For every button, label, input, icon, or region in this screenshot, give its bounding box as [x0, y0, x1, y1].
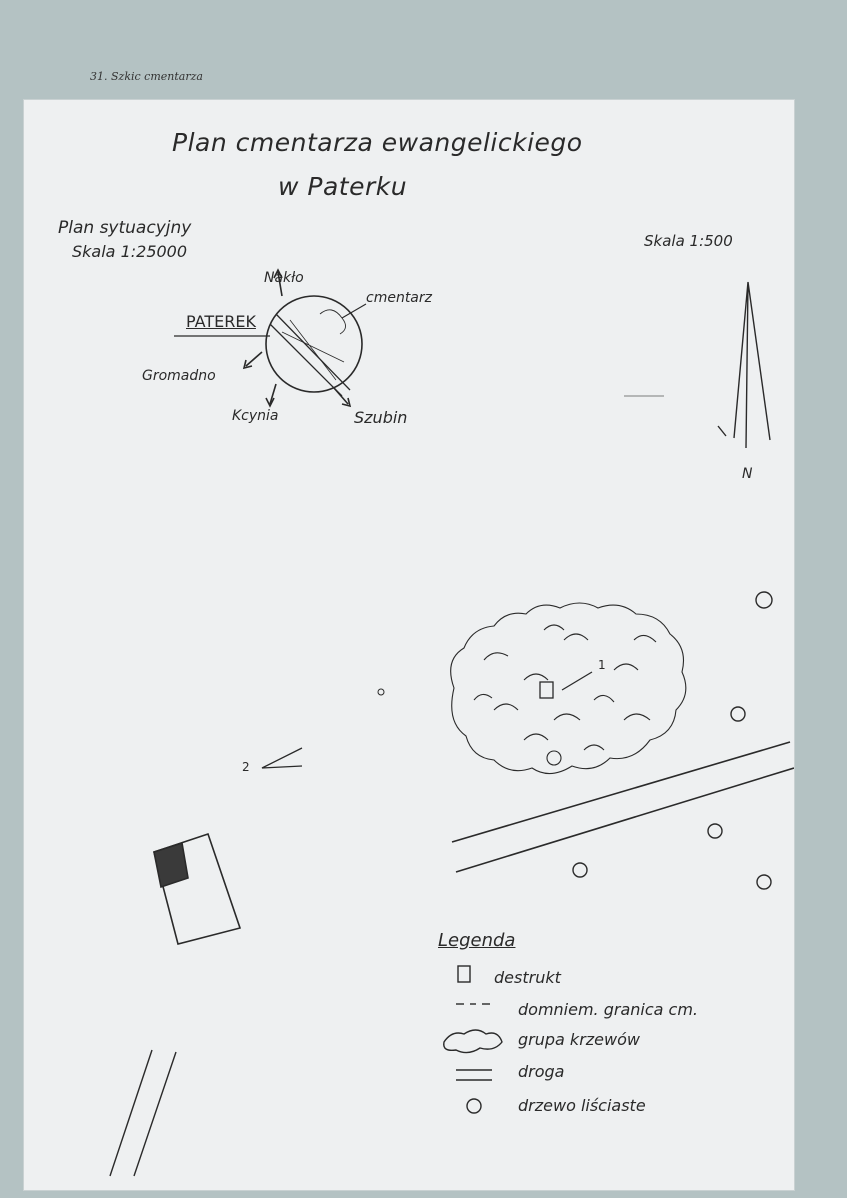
legend-square-icon	[458, 966, 470, 982]
legend-item-boundary: domniem. granica cm.	[518, 1000, 698, 1019]
tree	[573, 863, 587, 877]
situation-plan-label: Plan sytuacyjny	[58, 218, 192, 238]
tree	[731, 707, 745, 721]
north-arrow-lines	[734, 282, 770, 448]
legend-tree-icon	[467, 1099, 481, 1113]
legend-item-destrukt: destrukt	[494, 968, 561, 987]
inset-circle	[266, 296, 362, 392]
tree-inside-shrubs	[547, 751, 561, 765]
village-label: PATEREK	[186, 312, 256, 331]
cemetery-pointer	[342, 304, 366, 318]
title-line-1: Plan cmentarza ewangelickiego	[172, 128, 583, 157]
destrukt-marker	[540, 682, 553, 698]
legend-symbols	[444, 966, 502, 1113]
marker-1-label: 1	[598, 658, 606, 672]
title-line-2: w Paterku	[278, 172, 408, 201]
arrow-gromadno	[246, 352, 262, 366]
north-arrow	[718, 282, 770, 448]
marker-2-label: 2	[242, 760, 250, 774]
direction-szubin: Szubin	[354, 408, 408, 427]
direction-kcynia: Kcynia	[232, 408, 279, 424]
legend-item-tree: drzewo liściaste	[518, 1096, 646, 1115]
road-southwest	[110, 1050, 176, 1176]
tree	[756, 592, 772, 608]
trees	[378, 592, 772, 889]
north-label: N	[742, 466, 753, 482]
marker-2	[262, 748, 302, 768]
legend-item-shrubs: grupa krzewów	[518, 1030, 640, 1049]
situation-plan-inset	[174, 270, 366, 406]
road	[452, 742, 794, 872]
destrukt-building	[154, 834, 240, 944]
direction-cemetery: cmentarz	[366, 290, 432, 306]
tree	[757, 875, 771, 889]
marker-1-pointer	[562, 672, 592, 690]
tree-small	[378, 689, 384, 695]
map-sheet	[24, 100, 794, 1190]
tree	[708, 824, 722, 838]
situation-plan-scale: Skala 1:25000	[72, 242, 188, 261]
shrub-group	[451, 603, 686, 774]
arrow-szubin	[334, 388, 348, 404]
inset-cemetery-shape	[320, 310, 346, 334]
direction-gromadno: Gromadno	[142, 368, 216, 384]
legend-title: Legenda	[438, 930, 516, 951]
map-drawing	[24, 100, 794, 1190]
inset-road	[270, 314, 350, 396]
legend-item-road: droga	[518, 1062, 565, 1081]
legend-shrub-icon	[444, 1030, 502, 1053]
page-caption: 31. Szkic cmentarza	[90, 70, 203, 83]
main-plan-scale: Skala 1:500	[644, 232, 733, 250]
direction-naklo: Nakło	[264, 270, 304, 286]
